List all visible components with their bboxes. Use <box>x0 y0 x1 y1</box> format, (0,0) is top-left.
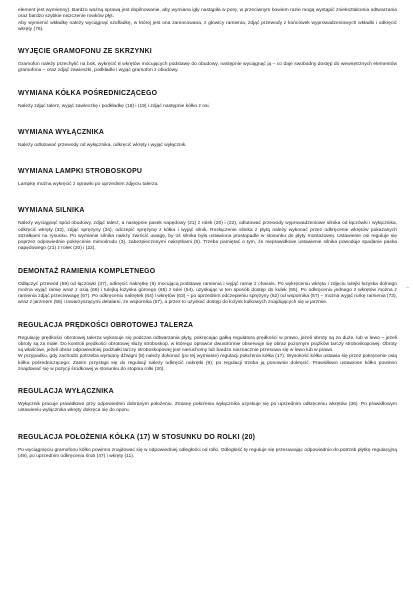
heading-regulacja-polozenia-kolka: REGULACJA POŁOŻENIA KÓŁKA (17) W STOSUNKU DO ROLKI (20) <box>18 433 256 441</box>
paragraph-demontaz-ramienia: Odłączyć przewód (69) od łączówki (37), odkręcić nakrętkę (6) mocującą podstawę ramienia i wyjąć ramię z chassis. Po wykręceniu wkręta i zdjęciu tulejki łożyska dolnego można wyjąć ramię wraz z osią (66) i tulejką łożyska górnego (65) z tulei (54), uzyskując w ten sposób dostęp do kulek (55). Po odkręceniu jednego z wkrętów można z ramienia zdjąć przeciwwagę (67). Po odkręceniu nakrętek (64) i wkrętów (63) – po uprzednim odczepieniu sprężyny (62) od wspornika (57) – można wyjąć rurkę ramienia (73), wraz z jarzmem (56) i towarzyszącymi detalami, ze wspornika (57), a przez to uzyskać dostęp do łożysk kulkowych znajdujących się w jarzmie. <box>18 281 397 306</box>
intro-paragraph-2: Aby wymienić wkładkę należy wyciągnąć szufladkę, w której jest ona zamocowana, z głowicy ramienia, zdjąć przewody z końcówek wyprowadzeniowych wkładki i odkręcić wkręty (76). <box>18 20 397 32</box>
intro-paragraph-1: element jest wymienny). Bardzo ważną sprawą jest dopilnowanie, aby wymiana igły nastąpiła w porę, w przeciwnym bowiem razie mogą wystąpić zniekształcenia odtwarzania oraz bardzo szybkie niszczenie rowków płyt. <box>18 8 397 20</box>
heading-wyjecie-gramofonu: WYJĘCIE GRAMOFONU ZE SKRZYNKI <box>18 48 152 55</box>
paragraph-wymiana-lampki: Lampkę można wykręcić z oprawki po uprzednim zdjęciu talerza. <box>18 182 159 187</box>
paragraph-wymiana-silnika: Należy wyciągnąć spód obudowy, zdjąć talerz, a następnie pasek napędowy (21) z rolek (20) i (22), odlutować przewody wyprowadzeniowe silnika od łączówki i wyłącznika, odkręcić wkręty (32), zdjąć sprężyny (34), odczepić sprężynę z kółka i wyjąć silnik. Rozłączenie silnika z płytą należy wykonać przez odkręcenie wkrętów pokazanych strzałkami na rysunku. Po wymianie silnika należy zwrócić uwagę, by oś silnika była ustawiona prostopadle w stosunku do płyty montażowej. Ustawienie osi reguluje się poprzez odpowiednie pokręcenie mimośrodu (3), zabezpieczonymi nakrętkami (5). Trzeba pamiętać o tym, że nieprawidłowe ustawienie silnika powoduje spadanie paska napędowego (21) z rolek (20) i (22). <box>18 221 397 252</box>
heading-regulacja-predkosci: REGULACJA PRĘDKOŚCI OBROTOWEJ TALERZA <box>18 321 194 329</box>
heading-regulacja-wylacznika: REGULACJA WYŁĄCZNIKA <box>18 388 114 395</box>
paragraph-regulacja-wylacznika: Wyłącznik pracuje prawidłowo przy odpowiednio dobranym położeniu. Zmianę położenia wyłącznika uzyskuje się po uprzednim odkręceniu wkrętów (36). Po prawidłowym ustawieniu wyłącznika wkręty dokręca się do oporu. <box>18 402 397 414</box>
paragraph-regulacja-polozenia-kolka: Po wyciągnięciu gramofonu kółko powinno znajdować się w odpowiedniej odległości od rolki. Odległość tę reguluje się przesuwając odpowiednio do potrzeb płytkę regulacyjną (49), po uprzednim odkręceniu śrub (47) i wkręty (11). <box>18 447 397 459</box>
heading-wymiana-lampki: WYMIANA LAMPKI STROBOSKOPU <box>18 168 143 175</box>
paragraph-regulacja-predkosci-1: Regulację prędkości obrotowej talerza wykonuje się podczas odtwarzania płyty, pokręcając gałką regulatora prędkości w prawo, jeżeli obroty są za duże, lub w lewo – jeżeli obroty są za małe. Do kontroli prędkości obrotowej służy stroboskop, w którego oprawce dwustronnie obserwuje się obraz pozornym prążków tarczy stroboskopowej. Obroty są właściwe, jeżeli obraz odpowiedniej podziałki tarczy stroboskopowej jest nieruchomy lub bardzo nieznacznie przesuwa się w lewo lub w prawo. <box>18 335 397 353</box>
paragraph-regulacja-predkosci-2: W przypadku, gdy zachodzi potrzeba wymiany dźwigni (8) należy dokonać (po tej wymianie) regulacji położenia kółka (17). Wysokość kółka ustawia się przez pokręcenie osią kółka pośredniczącego. Zanim przystąpi się do regulacji należy odkręcić nakrętki (9); po regulacji trzeba ją ponownie dokręcić. Prawidłowo ustawione kółko powinno znajdować się w pozycji środkowej w stosunku do stopnia rolki (20). <box>18 354 397 372</box>
paragraph-wyjecie-gramofonu: Gramofon należy przechylić na bok, wykręcić 8 wkrętów mocujących podstawę do obudowy, następnie wyciągnąć ją – co daje swobodny dostęp do wewnętrznych elementów gramofonu – oraz zdjąć zawieszki, podkładki i wyjąć gramofon z obudowy. <box>18 62 397 74</box>
heading-wymiana-kolka: WYMIANA KÓŁKA POŚREDNICZĄCEGO <box>18 89 158 97</box>
paragraph-wymiana-kolka: Należy zdjąć talerz, wyjąć zawleczkę i podkładkę (18) i (19) i zdjąć następnie kółko z osi. <box>18 103 210 109</box>
heading-wymiana-silnika: WYMIANA SILNIKA <box>18 207 85 215</box>
paragraph-wymiana-wylacznika: Należy odlutować przewody od wyłącznika, odkręcić wkręty i wyjąć wyłącznik. <box>18 142 187 148</box>
edge-mark: – <box>406 286 409 291</box>
heading-demontaz-ramienia: DEMONTAŻ RAMIENIA KOMPLETNEGO <box>18 267 156 275</box>
heading-wymiana-wylacznika: WYMIANA WYŁĄCZNIKA <box>18 128 105 136</box>
